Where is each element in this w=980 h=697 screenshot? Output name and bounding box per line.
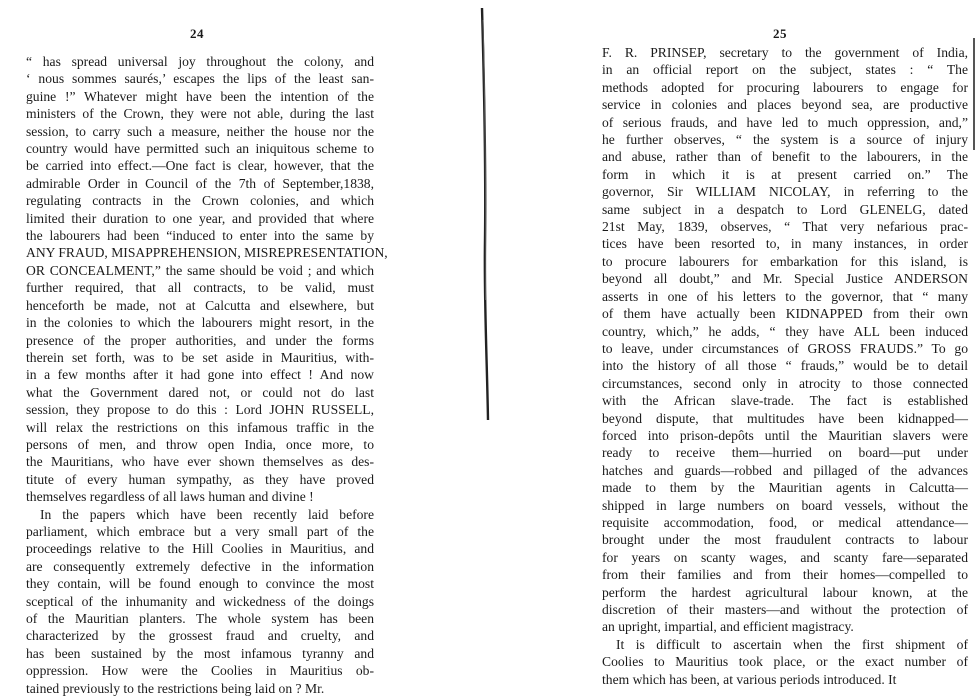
text-line: what the Government dared not, or could not do last	[26, 384, 374, 400]
text-line: themselves regardless of all laws human and divine !	[26, 489, 314, 505]
text-line: forced into prison-depôts until the Mauritian slavers were	[602, 427, 968, 443]
text-line: perform the hardest agricultural labour known, at the	[602, 584, 968, 600]
text-line: same subject in a despatch to Lord GLENELG, dated	[602, 201, 968, 217]
text-line: governor, Sir WILLIAM NICOLAY, in referring to the	[602, 184, 968, 200]
text-line: beyond dispute, that multitudes have been kidnapped—	[602, 410, 968, 426]
text-line: admirable Order in Council of the 7th of September,1838,	[26, 175, 374, 191]
text-line: requisite accommodation, food, or medical attendance—	[602, 514, 968, 530]
text-line: further required, that all contracts, to be valid, must	[26, 280, 374, 296]
text-line: be carried into effect.—One fact is clear, however, that the	[26, 158, 374, 174]
text-line: limited their duration to one year, and provided that where	[26, 210, 374, 226]
text-line: and abuse, rather than of benefit to the labourers, in the	[602, 149, 968, 165]
page-number-left: 24	[190, 26, 204, 41]
text-line: guine !” Whatever might have been the intention of the	[26, 88, 374, 104]
text-line: to leave, under circumstances of GROSS FRAUDS.” To go	[602, 340, 968, 356]
text-line: ANY FRAUD, MISAPPREHENSION, MISREPRESENTATION,	[26, 245, 388, 261]
text-line: tained previously to the restrictions being laid on ? Mr.	[26, 680, 325, 696]
text-line: henceforth be made, not at Calcutta and elsewhere, but	[26, 297, 374, 313]
page-number-right: 25	[773, 26, 787, 41]
text-line: 21st May, 1839, observes, “ That very nefarious prac-	[602, 219, 968, 235]
text-line: beyond all doubt,” and Mr. Special Justice ANDERSON	[602, 271, 968, 287]
text-line: session, to carry such a measure, neither the house nor the	[26, 123, 374, 139]
text-line: ‘ nous sommes saurés,’ escapes the lips of the least san-	[26, 71, 374, 87]
text-line: in a few months after it had gone into effect ! And now	[26, 367, 374, 383]
text-line: “ has spread universal joy throughout the colony, and	[26, 54, 374, 69]
text-line: proceedings relative to the Hill Coolies in Mauritius, and	[26, 541, 374, 557]
right-page-text	[602, 44, 968, 688]
text-line: methods adopted for procuring labourers to engage for	[602, 79, 968, 95]
right-page	[590, 0, 980, 687]
text-line: are consequently extremely defective in the information	[26, 558, 374, 574]
text-line: therein set forth, was to be set aside in Mauritius, with-	[26, 349, 374, 365]
text-line: Coolies to Mauritius took place, or the exact number of	[602, 654, 968, 670]
text-line: hatches and guards—robbed and pillaged of the advances	[602, 462, 968, 478]
text-line: titute of every human sympathy, as they have proved	[26, 471, 374, 487]
text-line: OR CONCEALMENT,” the same should be void ; and which	[26, 262, 374, 278]
text-line: they contain, will be found enough to convince the most	[26, 576, 374, 592]
text-line: shipped in large numbers on board vessels, without the	[602, 497, 968, 513]
text-line: of serious frauds, and have led to much oppression, and,”	[602, 114, 968, 130]
text-line: discretion of their masters—and without the protection of	[602, 602, 968, 617]
text-line: circumstances, second only in atrocity to those connected	[602, 375, 968, 391]
margin-line	[973, 38, 975, 150]
left-page-text	[26, 53, 388, 697]
text-line: country would have permitted such an iniquitous scheme to	[26, 141, 374, 157]
text-line: in the colonies to which the labourers might resort, in the	[26, 315, 374, 331]
text-line: will relax the restrictions on this infamous traffic in the	[26, 419, 374, 435]
text-line: the labourers had been “induced to enter into the same by	[26, 228, 374, 244]
text-line: into the history of all those “ frauds,” would be to detail	[602, 358, 968, 374]
text-line: In the papers which have been recently laid before	[40, 506, 374, 522]
book-gutter	[470, 0, 590, 682]
text-line: country, which,” he adds, “ they have ALL been induced	[602, 323, 968, 339]
text-line: oppression. How were the Coolies in Mauritius ob-	[26, 663, 374, 679]
text-line: to procure labourers for embarkation for this island, is	[602, 253, 968, 269]
text-line: with the African slave-trade. The fact is established	[602, 393, 968, 409]
text-line: session, they propose to do this : Lord JOHN RUSSELL,	[26, 402, 374, 418]
text-line: the Mauritians, who have ever shown themselves as des-	[26, 454, 374, 470]
text-line: for years on scanty wages, and scanty fare—separated	[602, 549, 968, 565]
text-line: made to them by the Mauritian agents in Calcutta—	[602, 480, 968, 496]
text-line: form in which it is at present carried on.” The	[602, 166, 968, 182]
text-line: ready to receive them—hurried on board—put under	[602, 445, 968, 461]
text-line: presence of the proper authorities, and under the forms	[26, 332, 374, 348]
text-line: ministers of the Crown, they were not able, during the last	[26, 106, 374, 122]
text-line: of them have actually been KIDNAPPED from their own	[602, 306, 968, 322]
text-line: them which has been, at various periods introduced. It	[602, 671, 897, 687]
text-line: an upright, impartial, and efficient magistracy.	[602, 619, 854, 635]
gutter-shadow	[470, 0, 590, 682]
left-page	[0, 0, 400, 696]
text-line: regulating contracts in the Crown colonies, and which	[26, 193, 374, 209]
text-line: F. R. PRINSEP, secretary to the government of India,	[602, 45, 968, 60]
text-line: persons of men, and throw open India, once more, to	[26, 436, 374, 452]
text-line: It is difficult to ascertain when the first shipment of	[616, 636, 968, 652]
text-line: in an official report on the subject, states : “ The	[602, 62, 968, 78]
text-line: from their families and from their homes—compelled to	[602, 567, 968, 583]
text-line: asserts in one of his letters to the governor, that “ many	[602, 288, 968, 304]
text-line: sceptical of the inhumanity and wickedness of the doings	[26, 593, 374, 609]
text-line: brought under the most fraudulent contracts to labour	[602, 532, 968, 548]
text-line: characterized by the grossest fraud and cruelty, and	[26, 628, 374, 644]
text-line: tices have been resorted to, in many instances, in order	[602, 236, 968, 252]
text-line: he further observes, “ the system is a source of injury	[602, 132, 968, 148]
text-line: has been sustained by the most infamous tyranny and	[26, 645, 374, 661]
text-line: parliament, which embrace but a very small part of the	[26, 523, 374, 539]
text-line: service in colonies and places beyond sea, are productive	[602, 97, 968, 113]
text-line: of the Mauritian planters. The whole system has been	[26, 611, 374, 626]
